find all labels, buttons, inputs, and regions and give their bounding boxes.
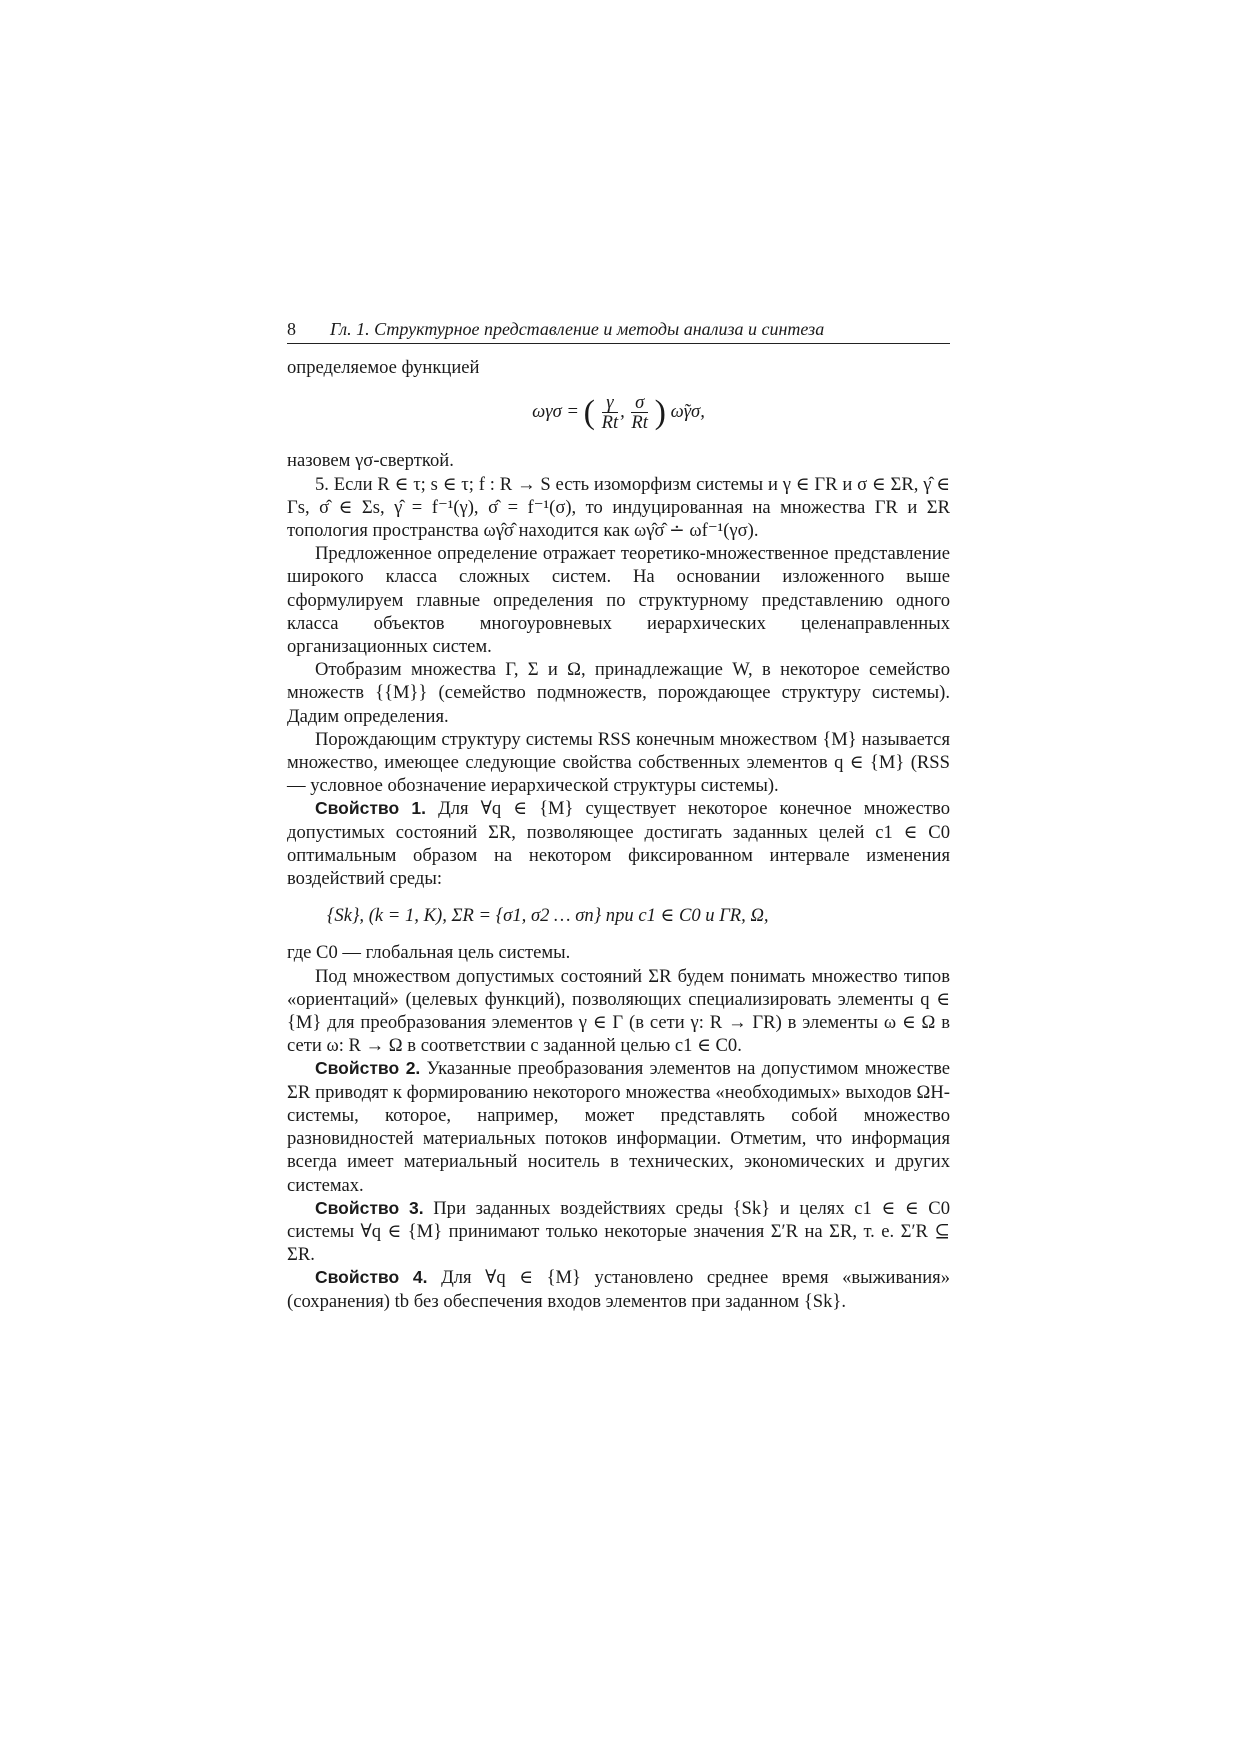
paragraph-definition-2: Отобразим множества Γ, Σ и Ω, принадлежащие W, в некоторое семейство множеств {{M}} (семейство подмножеств, порождающее структуру системы). Дадим определения. (287, 659, 950, 727)
fraction-gamma-den: Rt (601, 412, 619, 434)
fraction-sigma-den: Rt (631, 412, 648, 434)
property-2 (287, 1057, 950, 1196)
chapter-title: Гл. 1. Структурное представление и методы анализа и синтеза (330, 319, 825, 339)
paragraph-definition-3: Порождающим структуру системы RSS конечным множеством {M} называется множество, имеющее следующие свойства собственных элементов q ∈ {M} (RSS — условное обозначение иерархической структуры системы). (287, 728, 950, 797)
paragraph-intro: определяемое функцией (287, 357, 480, 379)
running-header (287, 318, 950, 344)
property-4-text: Для ∀q ∈ {M} установлено среднее время «выживания» (сохранения) tb без обеспечения входов элементов при заданном {Sk}. (287, 1267, 950, 1312)
formula-lhs: ωγσ = (532, 401, 579, 423)
fraction-gamma-num: γ (602, 393, 619, 413)
formula-rhs: ω̃γσ, (670, 401, 705, 423)
property-1-label: Свойство 1. (315, 798, 427, 819)
property-2-label: Свойство 2. (315, 1058, 421, 1079)
formula-states: {Sk}, (k = 1, K), ΣR = {σ1, σ2 … σn} при c1 ∈ C0 и ΓR, Ω, (327, 905, 769, 927)
page-number: 8 (287, 319, 296, 339)
paragraph-c0: где C0 — глобальная цель системы. (287, 942, 571, 964)
fraction-gamma (602, 393, 619, 432)
property-3-label: Свойство 3. (315, 1197, 424, 1218)
property-4 (287, 1266, 950, 1312)
fraction-sigma (631, 393, 648, 432)
paren-right: ) (654, 394, 666, 432)
paragraph-definition-1: Предложенное определение отражает теоретико-множественное представление широкого класса сложных систем. На основании изложенного выше сформулируем главные определения по структурному представлению одного класса объектов многоуровневых иерархических целенаправленных организационных систем. (287, 543, 950, 658)
paragraph-sigma: Под множеством допустимых состояний ΣR будем понимать множество типов «ориентаций» (целевых функций), позволяющих специализировать элементы q ∈ {M} для преобразования элементов γ ∈ Γ (в сети γ: R → ΓR) в элементы ω ∈ Ω в сети ω: R → Ω в соответствии с заданной целью c1 ∈ C0. (287, 965, 950, 1057)
paragraph-svertka: назовем γσ-сверткой. (287, 450, 454, 472)
fraction-sigma-num: σ (631, 393, 648, 413)
paren-left: ( (583, 394, 595, 432)
paragraph-item5: 5. Если R ∈ τ; s ∈ τ; f : R → S есть изоморфизм системы и γ ∈ ΓR и σ ∈ ΣR, γ̂ ∈ Γs, σ̂ ∈ Σs, γ̂ = f⁻¹(γ), σ̂ = f⁻¹(σ), то индуцированная на множества ΓR и ΣR топология пространства ωγ̂σ̂ находится как ωγ̂σ̂ ∸ ωf⁻¹(γσ). (287, 473, 950, 542)
property-1 (287, 797, 950, 890)
page (287, 318, 950, 1313)
property-4-label: Свойство 4. (315, 1267, 428, 1288)
property-2-text: Указанные преобразования элементов на допустимом множестве ΣR приводят к формированию некоторого множества «необходимых» выходов ΩH-системы, которое, например, может представлять собой множество разновидностей материальных потоков информации. Отметим, что информация всегда имеет материальный носитель в технических, экономических и других системах. (287, 1058, 950, 1196)
property-3 (287, 1197, 950, 1267)
property-1-text: Для ∀q ∈ {M} существует некоторое конечное множество допустимых состояний ΣR, позволяющее достигать заданных целей c1 ∈ C0 оптимальным образом на некотором фиксированном интервале изменения воздействий среды: (287, 798, 951, 890)
property-3-text: При заданных воздействиях среды {Sk} и целях c1 ∈ ∈ C0 системы ∀q ∈ {M} принимают только некоторые значения Σ′R на ΣR, т. е. Σ′R ⊆ ΣR. (287, 1197, 951, 1266)
formula-omega: ωγσ = ( $\frac{\gamma}{Rt}$ , $\frac{\sigma}{Rt}$ ) ω̃γσ, (532, 392, 705, 434)
